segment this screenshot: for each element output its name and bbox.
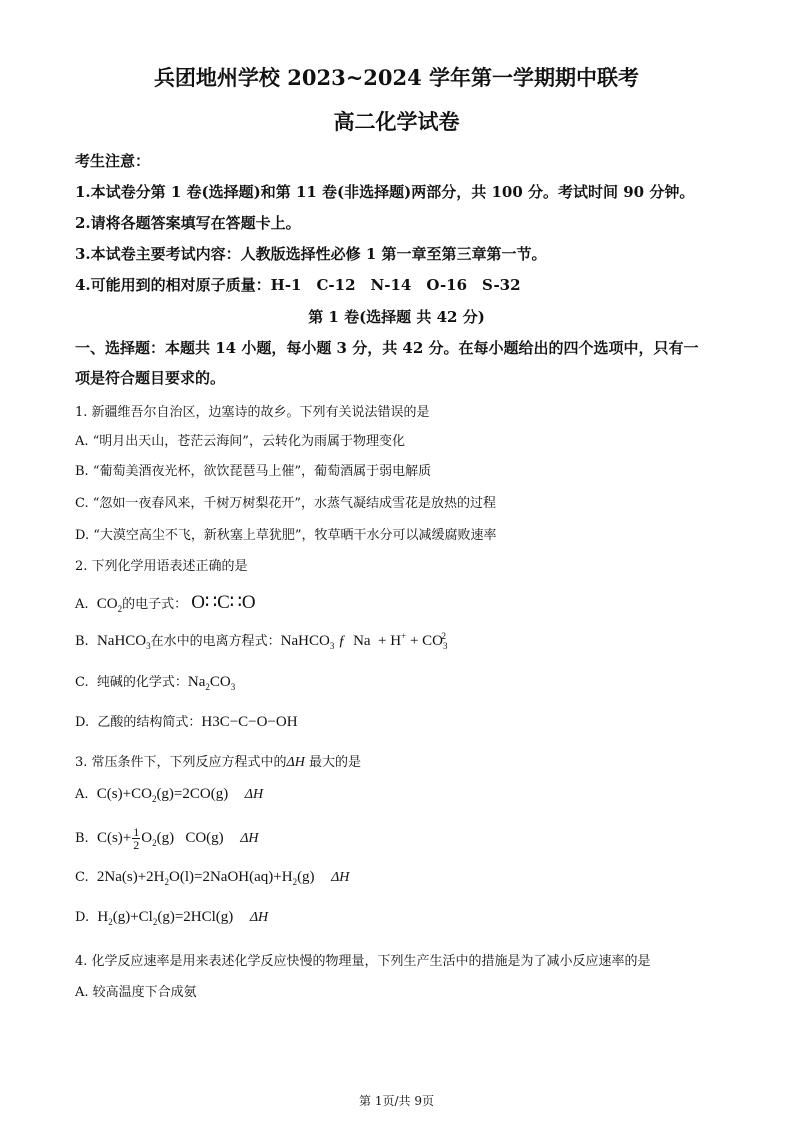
equation-c: $2Na(s)+2H_2O(l)=2NaOH(aq)+H_2(g)$ bbox=[96, 869, 315, 887]
section-instruction-2: 项是符合题目要求的。 bbox=[75, 369, 226, 387]
formula-na2co3: $Na_2CO_3$ bbox=[187, 674, 236, 692]
q3-option-b: B. C(s)+ $\frac{1}{2}$ $O_2(g)$ CO(g) ΔH bbox=[75, 825, 259, 852]
q1-stem: 1. 新疆维吾尔自治区，边塞诗的故乡。下列有关说法错误的是 bbox=[75, 405, 430, 420]
q2-option-b: B. NaHCO$_3$在水中的电离方程式：NaHCO$_3$ ƒ $Na + H^+ + CO_3^2$ bbox=[75, 631, 448, 651]
structural-formula: H3C−C−O−OH bbox=[201, 714, 298, 730]
exam-subtitle: 高二化学试卷 bbox=[333, 109, 460, 134]
q3-option-c: C. $2Na(s)+2H_2O(l)=2NaOH(aq)+H_2(g)$ ΔH bbox=[75, 869, 350, 887]
q2-option-d: D. 乙酸的结构简式：H3C−C−O−OH bbox=[75, 714, 298, 730]
q3-option-d: D. $H_2(g)+Cl_2(g)=2HCl(g)$ ΔH bbox=[75, 909, 269, 927]
q1-option-c: C. “忽如一夜春风来，千树万树梨花开”，水蒸气凝结成雪花是放热的过程 bbox=[75, 496, 497, 511]
q3-stem: 3. 常压条件下，下列反应方程式中的ΔH 最大的是 bbox=[75, 755, 362, 770]
exam-title: 兵团地州学校 2023~2024 学年第一学期期中联考 bbox=[153, 65, 640, 90]
notice-item-2: 2.请将各题答案填写在答题卡上。 bbox=[75, 214, 301, 232]
page-number: 第 1页/共 9页 bbox=[359, 1094, 434, 1108]
equation-a: $C(s)+CO_2(g)=2CO(g)$ bbox=[96, 786, 229, 804]
section-heading: 第 1 卷(选择题 共 42 分) bbox=[308, 308, 485, 326]
equation-d: $H_2(g)+Cl_2(g)=2HCl(g)$ bbox=[97, 909, 234, 927]
notice-item-4: 4.可能用到的相对原子质量：H-1 C-12 N-14 O-16 S-32 bbox=[75, 276, 521, 294]
ionization-equation: NaHCO$_3$ ƒ $Na + H^+ + CO_3^2$ bbox=[280, 631, 448, 651]
equation-b: C(s)+ $\frac{1}{2}$ $O_2(g)$ CO(g) bbox=[96, 825, 224, 852]
q2-option-a: A. $CO_2$的电子式： O∷C∷O bbox=[75, 592, 256, 614]
section-instruction-1: 一、选择题：本题共 14 小题，每小题 3 分，共 42 分。在每小题给出的四个选项中，只有一 bbox=[75, 339, 699, 357]
co2-electron-formula: O∷C∷O bbox=[191, 592, 256, 613]
q4-stem: 4. 化学反应速率是用来表述化学反应快慢的物理量，下列生产生活中的措施是为了减小反应速率的是 bbox=[75, 954, 651, 969]
q1-option-d: D. “大漠空高尘不飞，新秋塞上草犹肥”，牧草晒干水分可以减缓腐败速率 bbox=[75, 528, 497, 543]
notice-item-3: 3.本试卷主要考试内容：人教版选择性必修 1 第一章至第三章第一节。 bbox=[75, 245, 547, 263]
q3-option-a: A. $C(s)+CO_2(g)=2CO(g)$ ΔH bbox=[75, 786, 264, 804]
q2-option-c: C. 纯碱的化学式：$Na_2CO_3$ bbox=[75, 674, 236, 692]
notice-heading: 考生注意： bbox=[75, 152, 151, 170]
formula-co2: $CO_2$ bbox=[96, 596, 123, 614]
q1-option-a: A. “明月出天山，苍茫云海间”，云转化为雨属于物理变化 bbox=[75, 434, 405, 449]
q1-option-b: B. “葡萄美酒夜光杯，欲饮琵琶马上催”，葡萄酒属于弱电解质 bbox=[75, 464, 432, 479]
q2-stem: 2. 下列化学用语表述正确的是 bbox=[75, 559, 248, 574]
q4-option-a: A. 较高温度下合成氨 bbox=[75, 985, 197, 1000]
notice-item-1: 1.本试卷分第 1 卷(选择题)和第 11 卷(非选择题)两部分，共 100 分。考试时间 90 分钟。 bbox=[75, 183, 695, 201]
